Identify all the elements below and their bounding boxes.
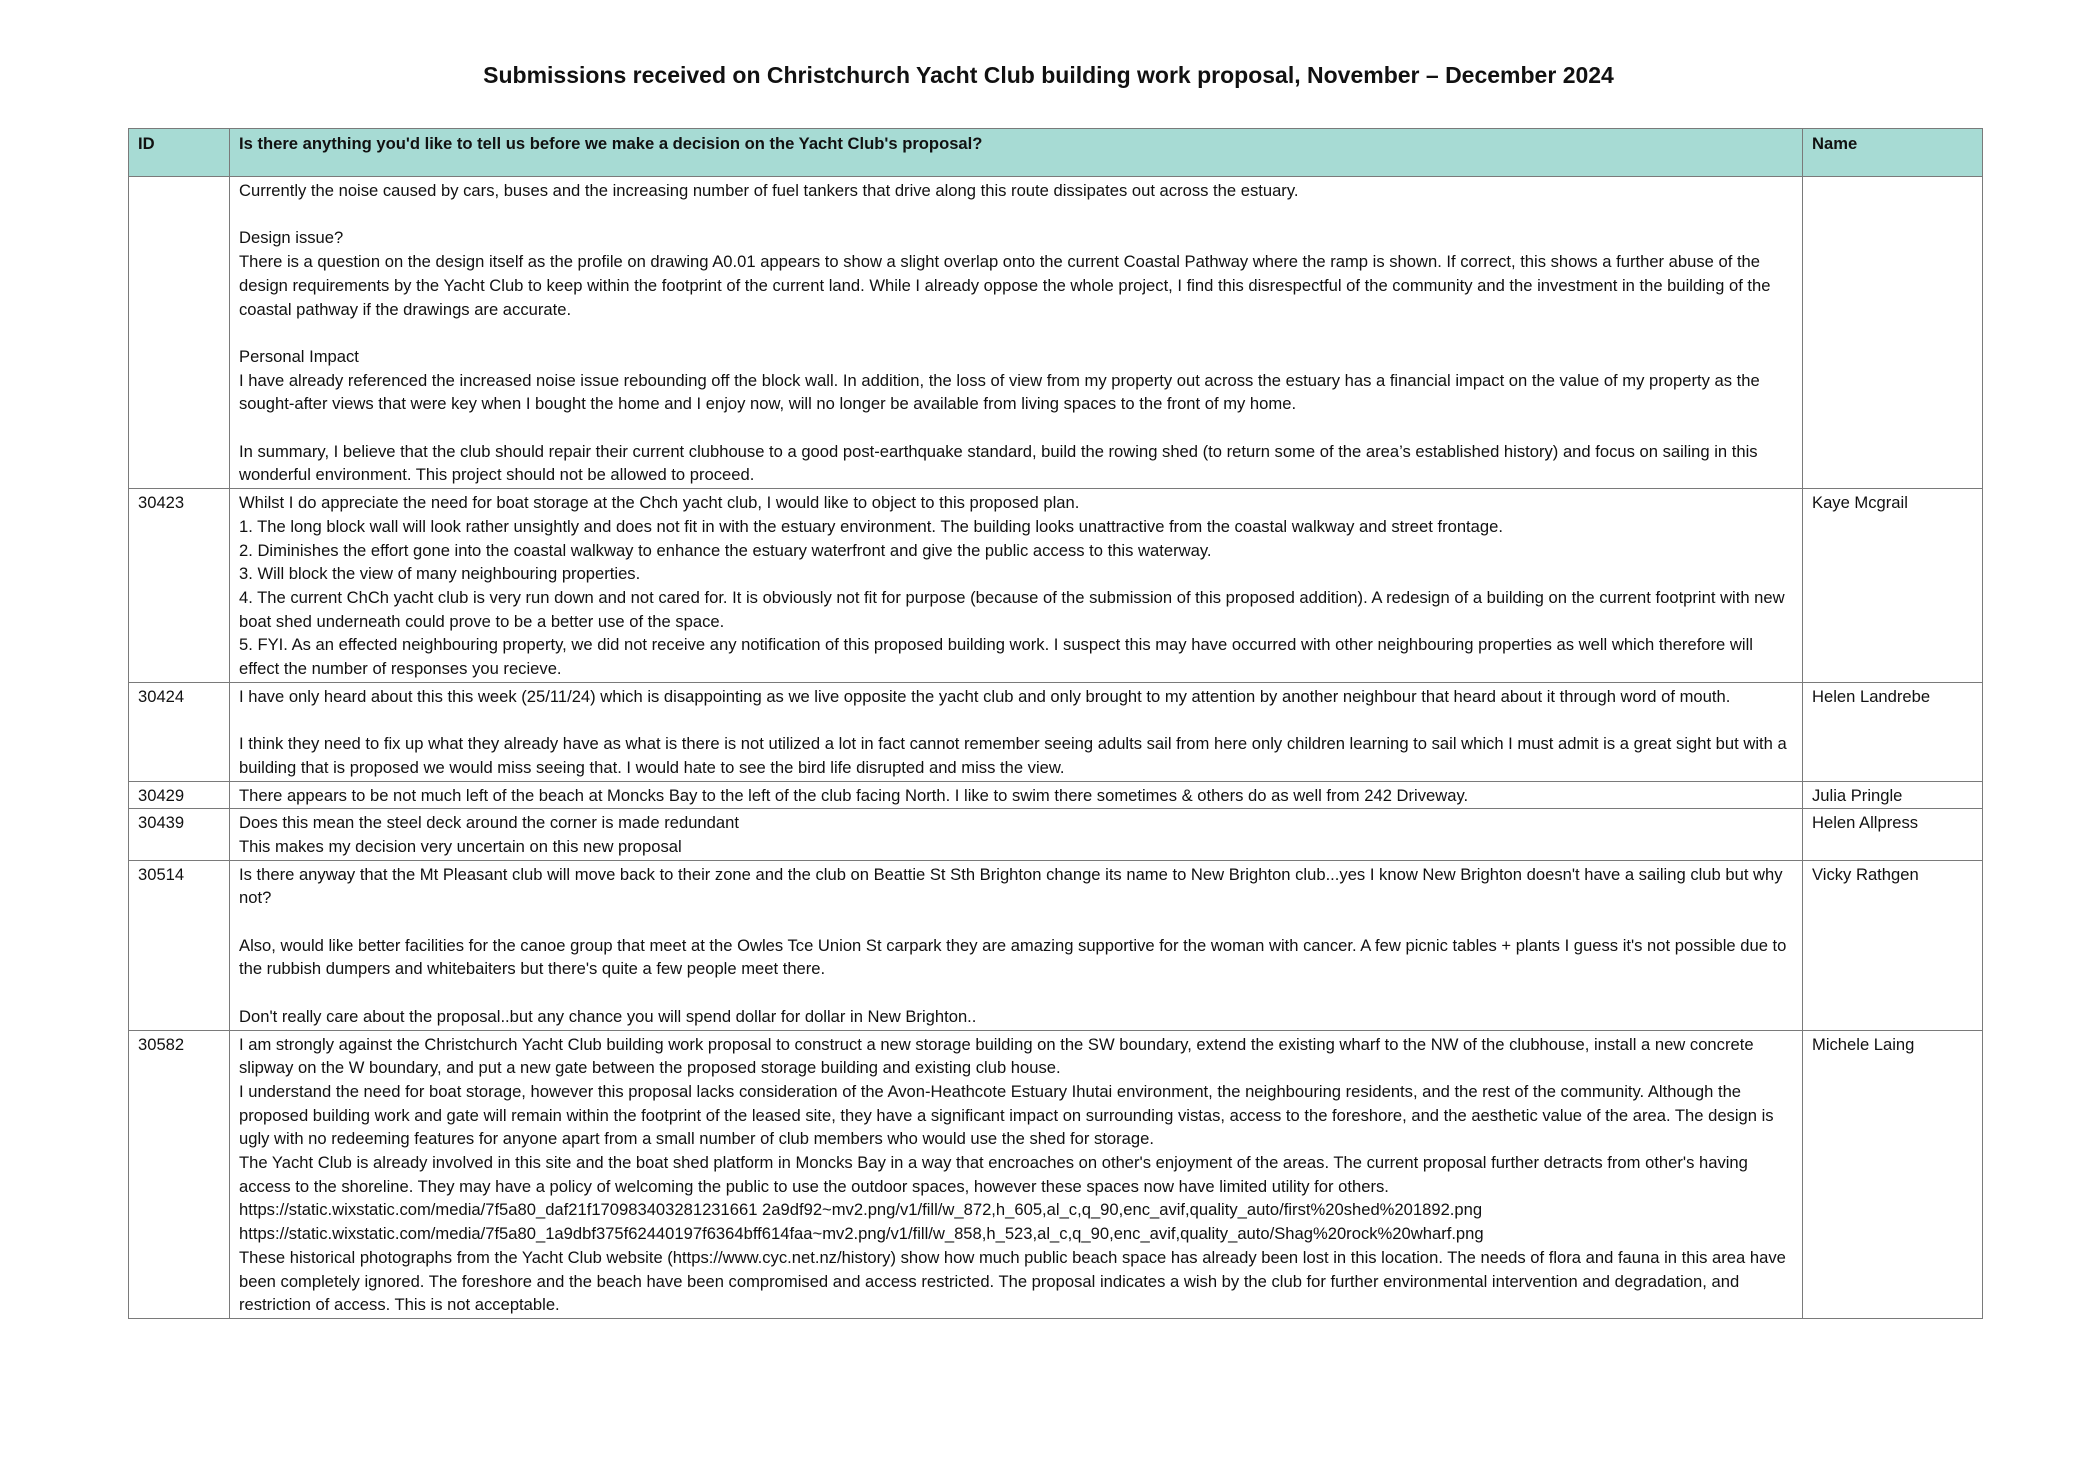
comment-paragraph: Whilst I do appreciate the need for boat storage at the Chch yacht club, I would like to object to this proposed plan.: [239, 493, 1080, 513]
comment-paragraph: I have only heard about this this week (25/11/24) which is disappointing as we live opposite the yacht club and only brought to my attention by another neighbour that heard about it through word of mouth.: [239, 686, 1731, 706]
submissions-table: [128, 128, 1983, 1319]
comment-paragraph: Currently the noise caused by cars, buses and the increasing number of fuel tankers that drive along this route dissipates out across the estuary.: [239, 181, 1299, 200]
comment-paragraph: I have already referenced the increased noise issue rebounding off the block wall. In addition, the loss of view from my property out across the estuary has a financial impact on the value of my property as the sought-after views that were key when I bought the home and I enjoy now, will no longer be available from living spaces to the front of my home.: [239, 370, 1760, 414]
submission-id: 30439: [129, 809, 230, 860]
paragraph-gap: [239, 708, 1793, 732]
submission-id: 30582: [129, 1030, 230, 1318]
paragraph-gap: [239, 416, 1793, 440]
column-header-id: ID: [129, 129, 230, 177]
table-row: [129, 781, 1983, 809]
comment-paragraph: Personal Impact: [239, 346, 359, 366]
column-header-name: Name: [1803, 129, 1983, 177]
paragraph-gap: [239, 203, 1793, 227]
table-row: [129, 177, 1983, 489]
submission-id: [129, 177, 230, 489]
table-row: [129, 860, 1983, 1030]
paragraph-gap: [239, 910, 1793, 934]
comment-paragraph: https://static.wixstatic.com/media/7f5a80_daf21f170983403281231661 2a9df92~mv2.png/v1/fill/w_872,h_605,al_c,q_90,enc_avif,quality_auto/first%20shed%201892.png: [239, 1200, 1483, 1220]
submission-id: 30424: [129, 682, 230, 781]
comment-paragraph: 3. Will block the view of many neighbouring properties.: [239, 564, 641, 584]
comment-paragraph: Also, would like better facilities for the canoe group that meet at the Owles Tce Union St carpark they are amazing supportive for the woman with cancer. A few picnic tables + plants I guess it's not possible due to the rubbish dumpers and whitebaiters but there's quite a few people meet there.: [239, 935, 1787, 979]
page-title: Submissions received on Christchurch Yacht Club building work proposal, November – December 2024: [483, 62, 1614, 88]
submitter-name: Helen Landrebe: [1803, 682, 1983, 781]
table-row: [129, 489, 1983, 683]
table-row: [129, 682, 1983, 781]
submission-comment: [230, 809, 1803, 860]
table-header-row: [129, 129, 1983, 177]
comment-paragraph: The Yacht Club is already involved in this site and the boat shed platform in Moncks Bay in a way that encroaches on other's enjoyment of the areas. The current proposal further detracts from other's having access to the shoreline. They may have a policy of welcoming the public to use the outdoor spaces, however these spaces now have limited utility for others.: [239, 1153, 1748, 1196]
submitter-name: Kaye Mcgrail: [1803, 489, 1983, 683]
table-row: [129, 1030, 1983, 1318]
comment-paragraph: Is there anyway that the Mt Pleasant club will move back to their zone and the club on Beattie St Sth Brighton change its name to New Brighton club...yes I know New Brighton doesn't have a sailing club but why not?: [239, 864, 1783, 908]
submission-id: 30423: [129, 489, 230, 683]
paragraph-gap: [239, 981, 1793, 1005]
submission-comment: [230, 682, 1803, 781]
comment-paragraph: 2. Diminishes the effort gone into the coastal walkway to enhance the estuary waterfront and give the public access to this waterway.: [239, 540, 1212, 560]
comment-paragraph: 5. FYI. As an effected neighbouring property, we did not receive any notification of this proposed building work. I suspect this may have occurred with other neighbouring properties as well which therefore will effect the number of responses you recieve.: [239, 635, 1753, 679]
submission-id: 30514: [129, 860, 230, 1030]
comment-paragraph: These historical photographs from the Yacht Club website (https://www.cyc.net.nz/history) show how much public beach space has already been lost in this location. The needs of flora and fauna in this area have been completely ignored. The foreshore and the beach have been compromised and access restricted. The proposal indicates a wish by the club for further environmental intervention and degradation, and restriction of access. This is not acceptable.: [239, 1247, 1786, 1315]
comment-paragraph: https://static.wixstatic.com/media/7f5a80_1a9dbf375f62440197f6364bff614faa~mv2.png/v1/fill/w_858,h_523,al_c,q_90,enc_avif,quality_auto/Shag%20rock%20wharf.png: [239, 1224, 1484, 1244]
comment-paragraph: 1. The long block wall will look rather unsightly and does not fit in with the estuary environment. The building looks unattractive from the coastal walkway and street frontage.: [239, 516, 1503, 536]
submitter-name: Helen Allpress: [1803, 809, 1983, 860]
comment-paragraph: Design issue?: [239, 228, 344, 248]
comment-paragraph: I am strongly against the Christchurch Yacht Club building work proposal to construct a new storage building on the SW boundary, extend the existing wharf to the NW of the clubhouse, install a new concrete slipway on the W boundary, and put a new gate between the proposed storage building and existing club house.: [239, 1034, 1754, 1078]
submission-comment: [230, 177, 1803, 489]
column-header-comment: Is there anything you'd like to tell us before we make a decision on the Yacht Club's proposal?: [230, 129, 1803, 177]
comment-paragraph: There is a question on the design itself as the profile on drawing A0.01 appears to show a slight overlap onto the current Coastal Pathway where the ramp is shown. If correct, this shows a further abuse of the design requirements by the Yacht Club to keep within the footprint of the current land. While I already oppose the whole project, I find this disrespectful of the community and the investment in the building of the coastal pathway if the drawings are accurate.: [239, 252, 1771, 319]
comment-paragraph: There appears to be not much left of the beach at Moncks Bay to the left of the club facing North. I like to swim there sometimes & others do as well from 242 Driveway.: [239, 785, 1469, 805]
comment-paragraph: 4. The current ChCh yacht club is very run down and not cared for. It is obviously not fit for purpose (because of the submission of this proposed addition). A redesign of a building on the current footprint with new boat shed underneath could prove to be a better use of the space.: [239, 587, 1785, 631]
comment-paragraph: I understand the need for boat storage, however this proposal lacks consideration of the Avon-Heathcote Estuary Ihutai environment, the neighbouring residents, and the rest of the community. Although the proposed building work and gate will remain within the footprint of the leased site, they have a significant impact on surrounding vistas, access to the foreshore, and the aesthetic value of the area. The design is ugly with no redeeming features for anyone apart from a small number of club members who would use the shed for storage.: [239, 1081, 1774, 1149]
submission-comment: [230, 781, 1803, 809]
comment-paragraph: Don't really care about the proposal..but any chance you will spend dollar for dollar in New Brighton..: [239, 1006, 977, 1026]
submitter-name: Michele Laing: [1803, 1030, 1983, 1318]
submission-comment: [230, 489, 1803, 683]
submission-comment: [230, 1030, 1803, 1318]
comment-paragraph: I think they need to fix up what they already have as what is there is not utilized a lot in fact cannot remember seeing adults sail from here only children learning to sail which I must admit is a great sight but with a building that is proposed we would miss seeing that. I would hate to see the bird life disrupted and miss the view.: [239, 734, 1787, 777]
comment-paragraph: Does this mean the steel deck around the corner is made redundant: [239, 813, 739, 833]
comment-paragraph: In summary, I believe that the club should repair their current clubhouse to a good post-earthquake standard, build the rowing shed (to return some of the area’s established history) and focus on sailing in this wonderful environment. This project should not be allowed to proceed.: [239, 441, 1758, 485]
paragraph-gap: [239, 321, 1793, 345]
submission-id: 30429: [129, 781, 230, 809]
submitter-name: [1803, 177, 1983, 489]
submitter-name: Julia Pringle: [1803, 781, 1983, 809]
table-row: [129, 809, 1983, 860]
submission-comment: [230, 860, 1803, 1030]
comment-paragraph: This makes my decision very uncertain on this new proposal: [239, 836, 682, 856]
submitter-name: Vicky Rathgen: [1803, 860, 1983, 1030]
table-body: [129, 177, 1983, 1319]
